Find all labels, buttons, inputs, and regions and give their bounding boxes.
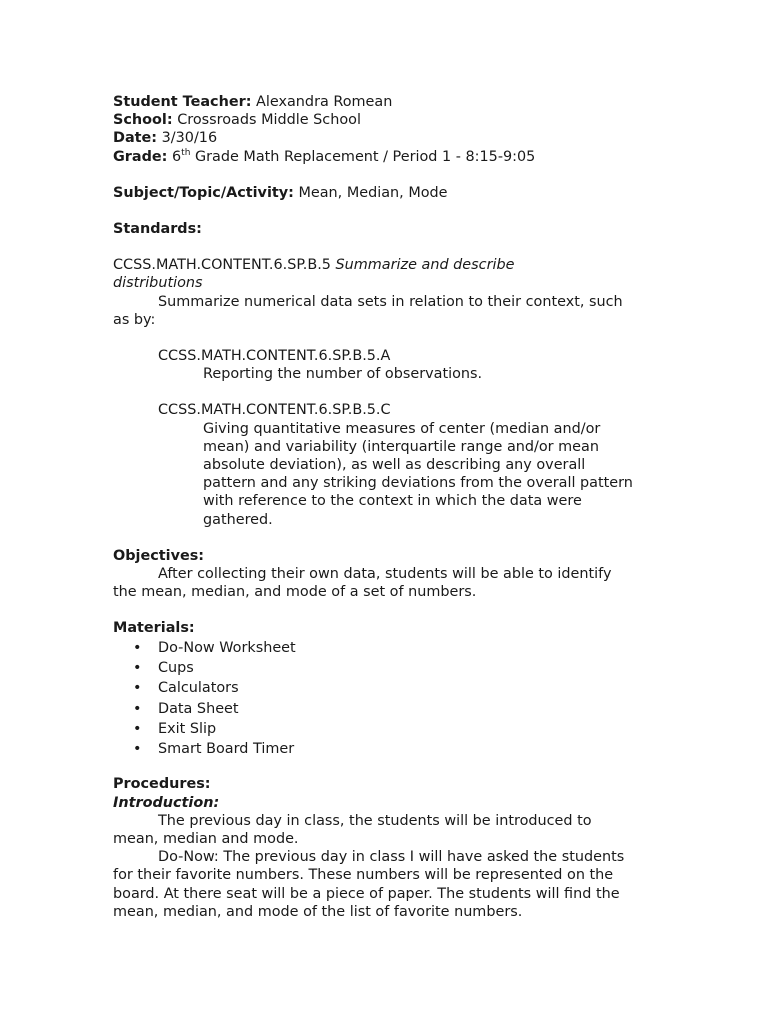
- bullet-icon: •: [133, 680, 142, 697]
- date-line: [113, 129, 658, 147]
- standards-heading: [113, 220, 658, 238]
- objectives-heading-text: Objectives:: [113, 547, 205, 564]
- procedure-paragraph-line: mean, median and mode.: [113, 831, 299, 848]
- objectives-heading: [113, 547, 658, 565]
- subject-value: Mean, Median, Mode: [298, 184, 448, 201]
- standard-sub-c-code: CCSS.MATH.CONTENT.6.SP.B.5.C: [158, 402, 391, 419]
- grade-value: Grade Math Replacement / Period 1 - 8:15-9:05: [194, 148, 536, 165]
- procedures-heading: [113, 775, 658, 793]
- bullet-icon: •: [133, 741, 142, 758]
- standard-main-desc-cont: as by:: [113, 311, 156, 328]
- material-label: Do-Now Worksheet: [158, 639, 296, 656]
- list-item: [113, 658, 658, 678]
- material-label: Data Sheet: [158, 700, 239, 717]
- grade-superscript: th: [181, 147, 191, 158]
- procedures-heading-text: Procedures:: [113, 776, 211, 793]
- list-item: [113, 699, 658, 719]
- grade-line: [113, 148, 658, 166]
- bullet-icon: •: [133, 720, 142, 737]
- material-label: Exit Slip: [158, 720, 217, 737]
- standard-sub-a-code: CCSS.MATH.CONTENT.6.SP.B.5.A: [158, 348, 391, 365]
- school-label: School:: [113, 112, 173, 129]
- materials-list: [113, 638, 658, 760]
- standard-main-code: CCSS.MATH.CONTENT.6.SP.B.5: [113, 257, 331, 274]
- procedure-paragraph-line: Do-Now: The previous day in class I will have asked the students: [158, 849, 625, 866]
- bullet-icon: •: [133, 639, 142, 656]
- date-value: 3/30/16: [161, 130, 218, 147]
- procedure-paragraph-line: for their favorite numbers. These numbers will be represented on the: [113, 867, 614, 884]
- introduction-heading: Introduction:: [113, 794, 220, 811]
- materials-heading-text: Materials:: [113, 620, 195, 637]
- standards-heading-text: Standards:: [113, 221, 202, 238]
- standard-sub-c-desc-line: absolute deviation), as well as describing any overall: [203, 457, 586, 474]
- standard-sub-c-desc-line: pattern and any striking deviations from the overall pattern: [203, 475, 633, 492]
- objectives-text: After collecting their own data, students will be able to identify: [158, 566, 612, 583]
- bullet-icon: •: [133, 659, 142, 676]
- subject-line: [113, 184, 658, 202]
- lesson-plan: [113, 93, 658, 921]
- standard-sub-a-desc: Reporting the number of observations.: [203, 366, 483, 383]
- student-teacher-value: Alexandra Romean: [256, 94, 393, 110]
- standard-sub-c-desc-line: mean) and variability (interquartile range and/or mean: [203, 438, 599, 455]
- material-label: Smart Board Timer: [158, 741, 295, 758]
- standard-sub-c-desc-line: Giving quantitative measures of center (median and/or: [203, 420, 601, 437]
- objectives-text-cont: the mean, median, and mode of a set of numbers.: [113, 584, 477, 601]
- procedure-paragraph-line: board. At there seat will be a piece of paper. The students will find the: [113, 885, 620, 902]
- standard-main-title: Summarize and describe: [335, 257, 515, 274]
- grade-label: Grade:: [113, 148, 168, 165]
- procedure-paragraph-line: The previous day in class, the students will be introduced to: [158, 812, 592, 829]
- procedure-paragraph-line: mean, median, and mode of the list of favorite numbers.: [113, 903, 523, 920]
- material-label: Cups: [158, 659, 194, 676]
- material-label: Calculators: [158, 680, 239, 697]
- student-teacher-line: [113, 93, 658, 111]
- school-value: Crossroads Middle School: [177, 112, 361, 129]
- list-item: [113, 678, 658, 698]
- standard-sub-c-desc-line: with reference to the context in which the data were: [203, 493, 582, 510]
- date-label: Date:: [113, 130, 158, 147]
- student-teacher-label: Student Teacher:: [113, 94, 252, 110]
- materials-heading: [113, 619, 658, 637]
- standard-main-line: [113, 256, 658, 274]
- list-item: [113, 638, 658, 658]
- standard-main-title-cont: distributions: [113, 275, 203, 292]
- standard-sub-c-desc-line: gathered.: [203, 511, 273, 528]
- school-line: [113, 111, 658, 129]
- grade-number: 6: [172, 148, 182, 165]
- subject-label: Subject/Topic/Activity:: [113, 184, 294, 201]
- list-item: [113, 739, 658, 759]
- bullet-icon: •: [133, 700, 142, 717]
- standard-main-desc: Summarize numerical data sets in relation to their context, such: [158, 293, 623, 310]
- list-item: [113, 719, 658, 739]
